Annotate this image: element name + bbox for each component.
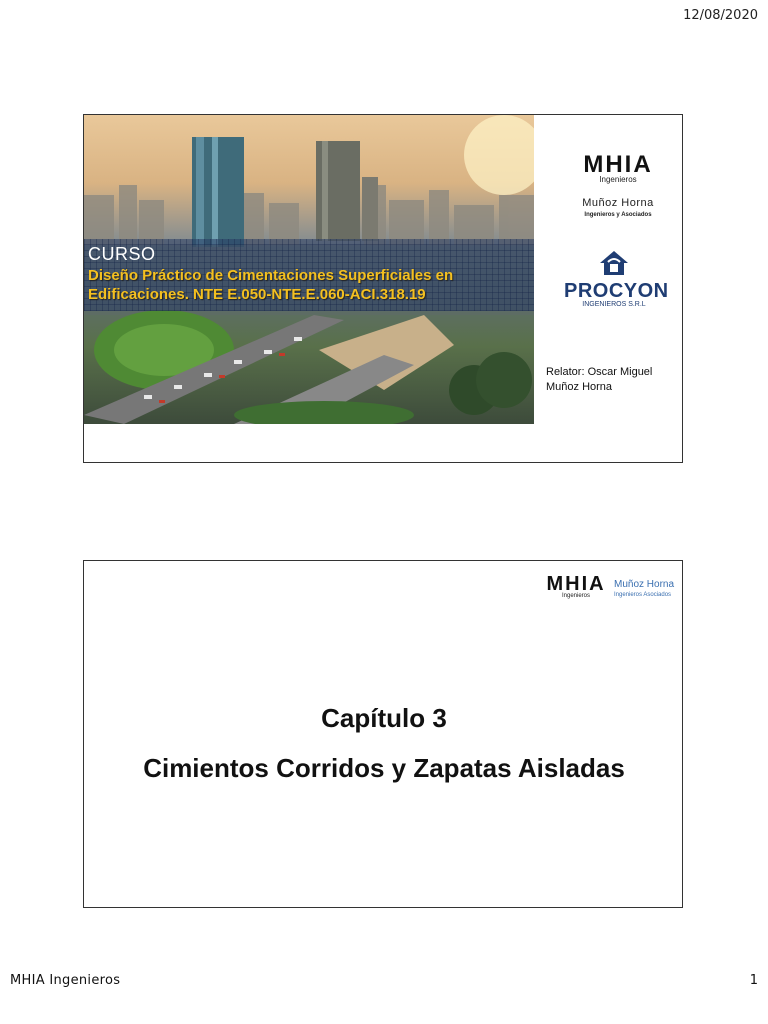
course-title: Diseño Práctico de Cimentaciones Superficiales en Edificaciones. NTE E.050-NTE.E.060-ACI.318.19: [88, 267, 454, 303]
relator-text: Relator: Oscar Miguel Muñoz Horna: [546, 366, 653, 393]
course-label: CURSO: [88, 244, 156, 264]
slide-thumbnail-1: [83, 114, 683, 463]
procyon-logo: [564, 250, 669, 308]
mhia-logo: [568, 151, 668, 184]
chapter-title: Cimientos Corridos y Zapatas Aisladas: [143, 753, 625, 783]
procyon-name: PROCYON: [564, 280, 669, 302]
page-number: 1: [749, 973, 758, 988]
date: 12/08/2020: [683, 8, 758, 23]
logo-subtitle: Ingenieros: [599, 175, 637, 184]
slide-thumbnail-2: [83, 560, 683, 908]
logo-letter: IA: [624, 151, 653, 178]
logo-letter: H: [565, 573, 582, 595]
footer-company: MHIA Ingenieros: [10, 973, 121, 988]
logo-letter: IA: [581, 573, 606, 595]
brand-name: Muñoz Horna: [614, 579, 675, 590]
logo-subtitle: Ingenieros: [561, 593, 591, 599]
brand-subtitle: Ingenieros Asociados: [614, 592, 672, 598]
mhia-logo: [538, 573, 614, 599]
logo-letter: M: [583, 151, 606, 178]
house-icon: [599, 250, 629, 276]
logo-letter: H: [605, 151, 625, 178]
brand-name: Muñoz Horna: [582, 197, 654, 209]
chapter-number: Capítulo 3: [321, 703, 447, 733]
city-photo: [84, 115, 534, 424]
procyon-subtitle: INGENIEROS S.R.L: [582, 301, 646, 308]
brand-subtitle: Ingenieros y Asociados: [584, 212, 652, 218]
logo-letter: M: [546, 573, 566, 595]
tower-icon: [605, 151, 624, 179]
